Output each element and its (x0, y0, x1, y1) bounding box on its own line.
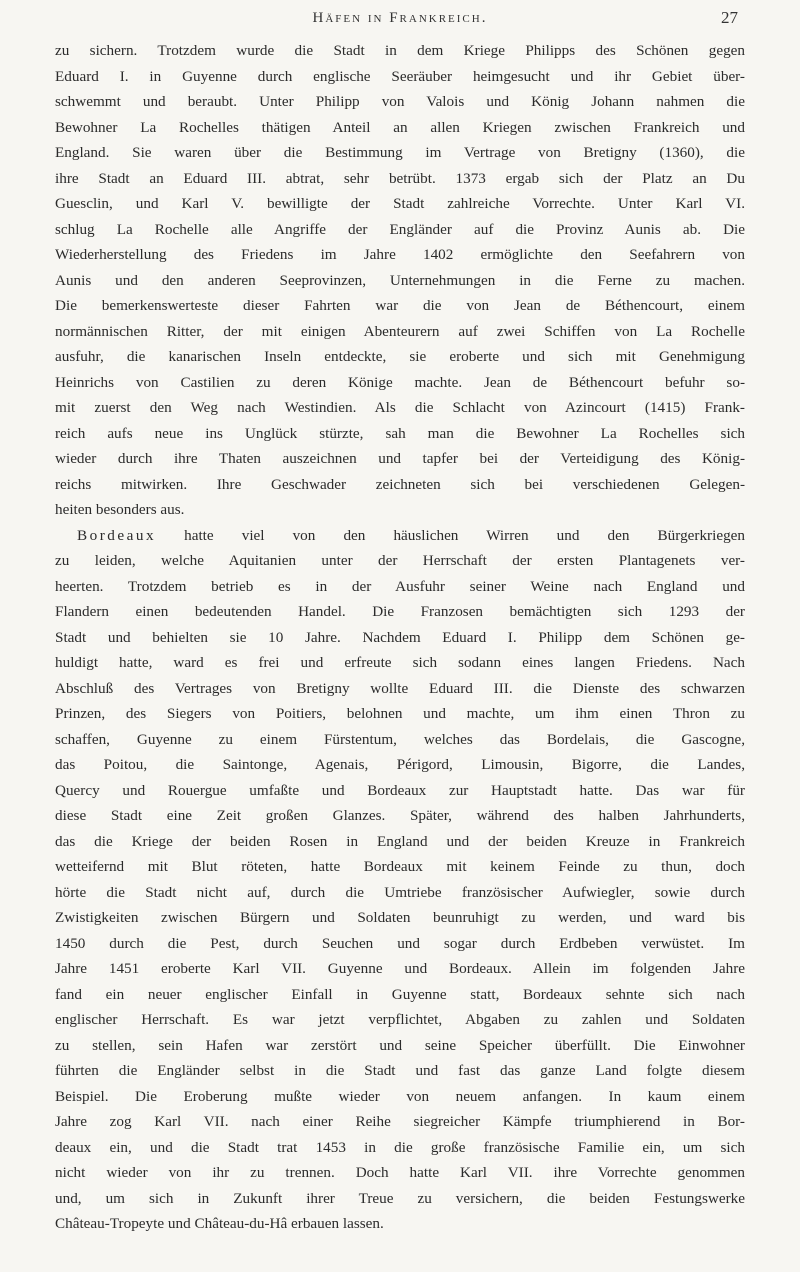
page-number: 27 (721, 8, 738, 27)
text-line: zu leiden, welche Aquitanien unter der Herrschaft der ersten Plantagenets ver- (55, 552, 745, 569)
text-line: Wiederherstellung des Friedens im Jahre 1402 ermöglichte den Seefahrern von (55, 246, 745, 263)
text-line: zu sichern. Trotzdem wurde die Stadt in dem Kriege Philipps des Schönen gegen (55, 42, 745, 59)
text-line: England. Sie waren über die Bestimmung im Vertrage von Bretigny (1360), die (55, 144, 745, 161)
text-line (55, 523, 745, 549)
text-line: Eduard I. in Guyenne durch englische Seeräuber heimgesucht und ihr Gebiet über- (55, 67, 745, 85)
text-line: deaux ein, und die Stadt trat 1453 in die große französische Familie ein, um sich (55, 1138, 745, 1156)
text-line: nicht wieder von ihr zu trennen. Doch hatte Karl VII. ihre Vorrechte genommen (55, 1164, 745, 1181)
text-line: schwemmt und beraubt. Unter Philipp von Valois und König Johann nahmen die (55, 93, 745, 110)
text-line: Château-Tropeyte und Château-du-Hâ erbauen lassen. (55, 1215, 384, 1232)
text-line: wetteifernd mit Blut röteten, hatte Bordeaux mit keinem Feinde zu thun, doch (55, 858, 745, 875)
text-line: fand ein neuer englischer Einfall in Guyenne statt, Bordeaux sehnte sich nach (55, 985, 745, 1003)
text-line: das Poitou, die Saintonge, Agenais, Périgord, Limousin, Bigorre, die Landes, (55, 756, 745, 773)
text-line: ihre Stadt an Eduard III. abtrat, sehr betrübt. 1373 ergab sich der Platz an Du (55, 169, 745, 187)
text-line: ausfuhr, die kanarischen Inseln entdeckte, sie eroberte und sich mit Genehmigung (55, 348, 745, 365)
text-line: hörte die Stadt nicht auf, durch die Umtriebe französischer Aufwiegler, sowie durch (55, 883, 745, 901)
text-line: Zwistigkeiten zwischen Bürgern und Soldaten beunruhigt zu werden, und ward bis (55, 909, 745, 926)
text-line: das die Kriege der beiden Rosen in England und der beiden Kreuze in Frankreich (55, 832, 745, 850)
text-line: führten die Engländer selbst in die Stadt und fast das ganze Land folgte diesem (55, 1062, 745, 1079)
text-line: Jahre zog Karl VII. nach einer Reihe siegreicher Kämpfe triumphierend in Bor- (55, 1113, 745, 1130)
text-line: mit zuerst den Weg nach Westindien. Als die Schlacht von Azincourt (1415) Frank- (55, 399, 745, 416)
text-line: Heinrichs von Castilien zu deren Könige machte. Jean de Béthencourt befuhr so- (55, 373, 745, 391)
text-line: Aunis und den anderen Seeprovinzen, Unternehmungen in die Ferne zu machen. (55, 271, 745, 289)
text-line: Bewohner La Rochelles thätigen Anteil an allen Kriegen zwischen Frankreich und (55, 118, 745, 136)
text-line: Guesclin, und Karl V. bewilligte der Stadt zahlreiche Vorrechte. Unter Karl VI. (55, 195, 745, 212)
text-line: und, um sich in Zukunft ihrer Treue zu versichern, die beiden Festungswerke (55, 1189, 745, 1207)
text-line: 1450 durch die Pest, durch Seuchen und sogar durch Erdbeben verwüstet. Im (55, 934, 745, 952)
text-line: schlug La Rochelle alle Angriffe der Engländer auf die Provinz Aunis ab. Die (55, 220, 745, 238)
line-text: hatte viel von den häuslichen Wirren und den Bürgerkriegen (156, 526, 745, 544)
body-text (55, 38, 745, 1237)
section-lead-word: Bordeaux (77, 526, 157, 544)
text-line: englischer Herrschaft. Es war jetzt verpflichtet, Abgaben zu zahlen und Soldaten (55, 1011, 745, 1028)
text-line: Beispiel. Die Eroberung mußte wieder von neuem anfangen. In kaum einem (55, 1087, 745, 1105)
text-line: wieder durch ihre Thaten auszeichnen und tapfer bei der Verteidigung des König- (55, 450, 745, 467)
running-title: Häfen in Frankreich. (312, 10, 488, 26)
text-line: Jahre 1451 eroberte Karl VII. Guyenne und Bordeaux. Allein im folgenden Jahre (55, 960, 745, 977)
text-line: diese Stadt eine Zeit großen Glanzes. Später, während des halben Jahrhunderts, (55, 807, 745, 824)
text-line: Die bemerkenswerteste dieser Fahrten war die von Jean de Béthencourt, einem (55, 297, 745, 314)
text-line: normännischen Ritter, der mit einigen Abenteurern auf zwei Schiffen von La Rochelle (55, 322, 745, 340)
text-line: Prinzen, des Siegers von Poitiers, belohnen und machte, um ihm einen Thron zu (55, 705, 745, 722)
text-line: Abschluß des Vertrages von Bretigny wollte Eduard III. die Dienste des schwarzen (55, 679, 745, 697)
text-line: reichs mitwirken. Ihre Geschwader zeichneten sich bei verschiedenen Gelegen- (55, 475, 745, 493)
text-line: heerten. Trotzdem betrieb es in der Ausfuhr seiner Weine nach England und (55, 577, 745, 595)
text-line: reich aufs neue ins Unglück stürzte, sah man die Bewohner La Rochelles sich (55, 424, 745, 442)
text-line: schaffen, Guyenne zu einem Fürstentum, welches das Bordelais, die Gascogne, (55, 730, 745, 748)
text-line: Stadt und behielten sie 10 Jahre. Nachdem Eduard I. Philipp dem Schönen ge- (55, 628, 745, 646)
text-line: heiten besonders aus. (55, 501, 185, 518)
running-head (0, 6, 800, 32)
text-line: zu stellen, sein Hafen war zerstört und seine Speicher überfüllt. Die Einwohner (55, 1036, 745, 1054)
text-line: Quercy und Rouergue umfaßte und Bordeaux zur Hauptstadt hatte. Das war für (55, 781, 745, 799)
text-line: huldigt hatte, ward es frei und erfreute sich sodann eines langen Friedens. Nach (55, 654, 745, 671)
text-line: Flandern einen bedeutenden Handel. Die Franzosen bemächtigten sich 1293 der (55, 603, 745, 620)
